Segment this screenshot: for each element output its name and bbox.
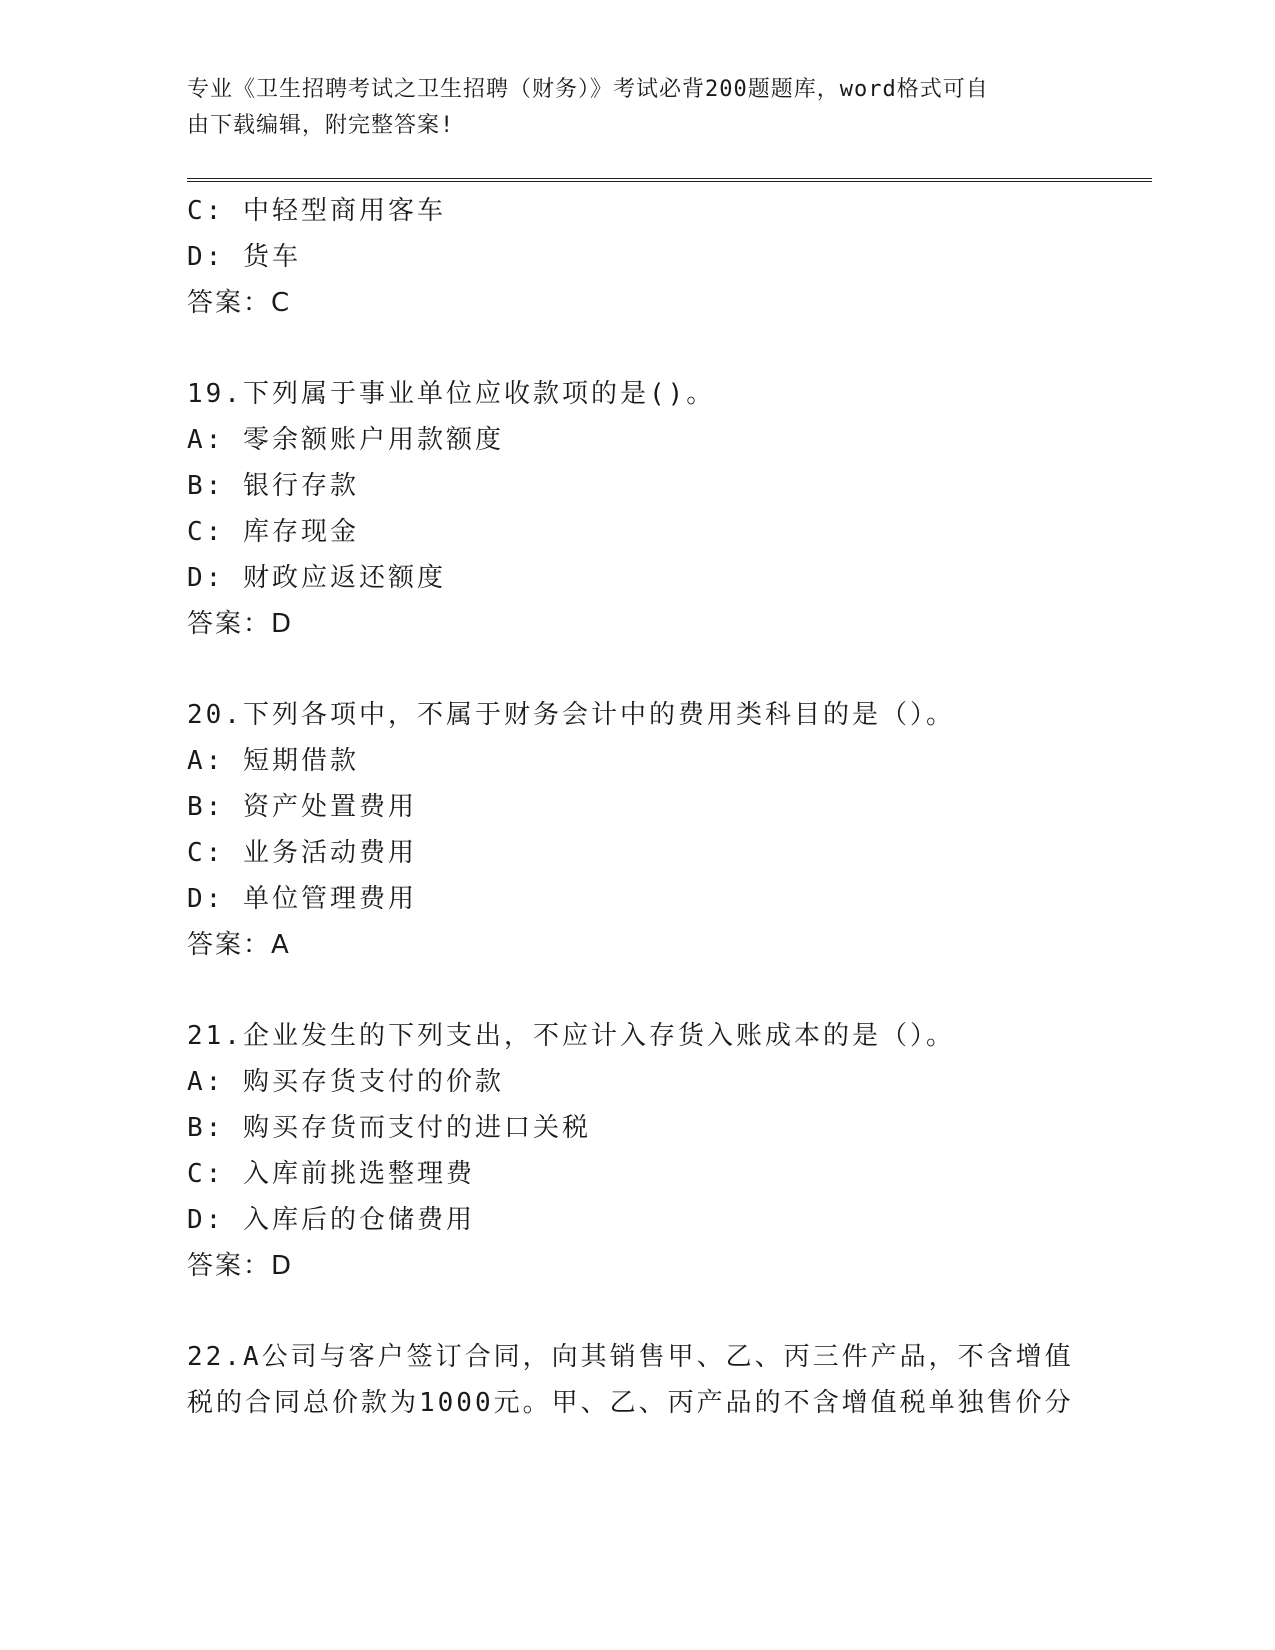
question-19 xyxy=(187,371,1147,647)
option-c: C: 库存现金 xyxy=(187,517,359,547)
option-d: D: 财政应返还额度 xyxy=(187,563,446,593)
header-divider xyxy=(187,178,1152,182)
option-a: A: 短期借款 xyxy=(187,746,359,776)
question-stem: 20.下列各项中，不属于财务会计中的费用类科目的是（）。 xyxy=(187,700,955,730)
spacer xyxy=(187,647,1147,692)
option-a: A: 零余额账户用款额度 xyxy=(187,425,504,455)
option-d: D: 入库后的仓储费用 xyxy=(187,1205,475,1235)
answer: 答案：D xyxy=(187,609,294,639)
option-b: B: 银行存款 xyxy=(187,471,359,501)
question-22 xyxy=(187,1334,1147,1426)
spacer xyxy=(187,968,1147,1013)
question-20 xyxy=(187,692,1147,968)
header-line-1: 专业《卫生招聘考试之卫生招聘（财务）》考试必背200题题库，word格式可自 xyxy=(187,77,989,102)
option-b: B: 资产处置费用 xyxy=(187,792,417,822)
question-stem: 21.企业发生的下列支出，不应计入存货入账成本的是（）。 xyxy=(187,1021,955,1051)
option-d: D: 单位管理费用 xyxy=(187,884,417,914)
option-d: D: 货车 xyxy=(187,242,301,272)
spacer xyxy=(187,1289,1147,1334)
question-list xyxy=(187,188,1147,1426)
question-18-tail xyxy=(187,188,1147,326)
document-header xyxy=(187,72,1067,144)
answer: 答案：A xyxy=(187,930,291,960)
option-c: C: 中轻型商用客车 xyxy=(187,196,446,226)
answer: 答案：C xyxy=(187,288,292,318)
header-line-2: 由下载编辑，附完整答案! xyxy=(187,113,455,138)
question-21 xyxy=(187,1013,1147,1289)
question-stem-line-1: 22.A公司与客户签订合同，向其销售甲、乙、丙三件产品，不含增值 xyxy=(187,1342,1074,1372)
option-c: C: 业务活动费用 xyxy=(187,838,417,868)
option-a: A: 购买存货支付的价款 xyxy=(187,1067,504,1097)
question-stem: 19.下列属于事业单位应收款项的是()。 xyxy=(187,379,716,409)
spacer xyxy=(187,326,1147,371)
option-c: C: 入库前挑选整理费 xyxy=(187,1159,475,1189)
answer: 答案：D xyxy=(187,1251,294,1281)
option-b: B: 购买存货而支付的进口关税 xyxy=(187,1113,591,1143)
question-stem-line-2: 税的合同总价款为1000元。甲、乙、丙产品的不含增值税单独售价分 xyxy=(187,1388,1074,1418)
